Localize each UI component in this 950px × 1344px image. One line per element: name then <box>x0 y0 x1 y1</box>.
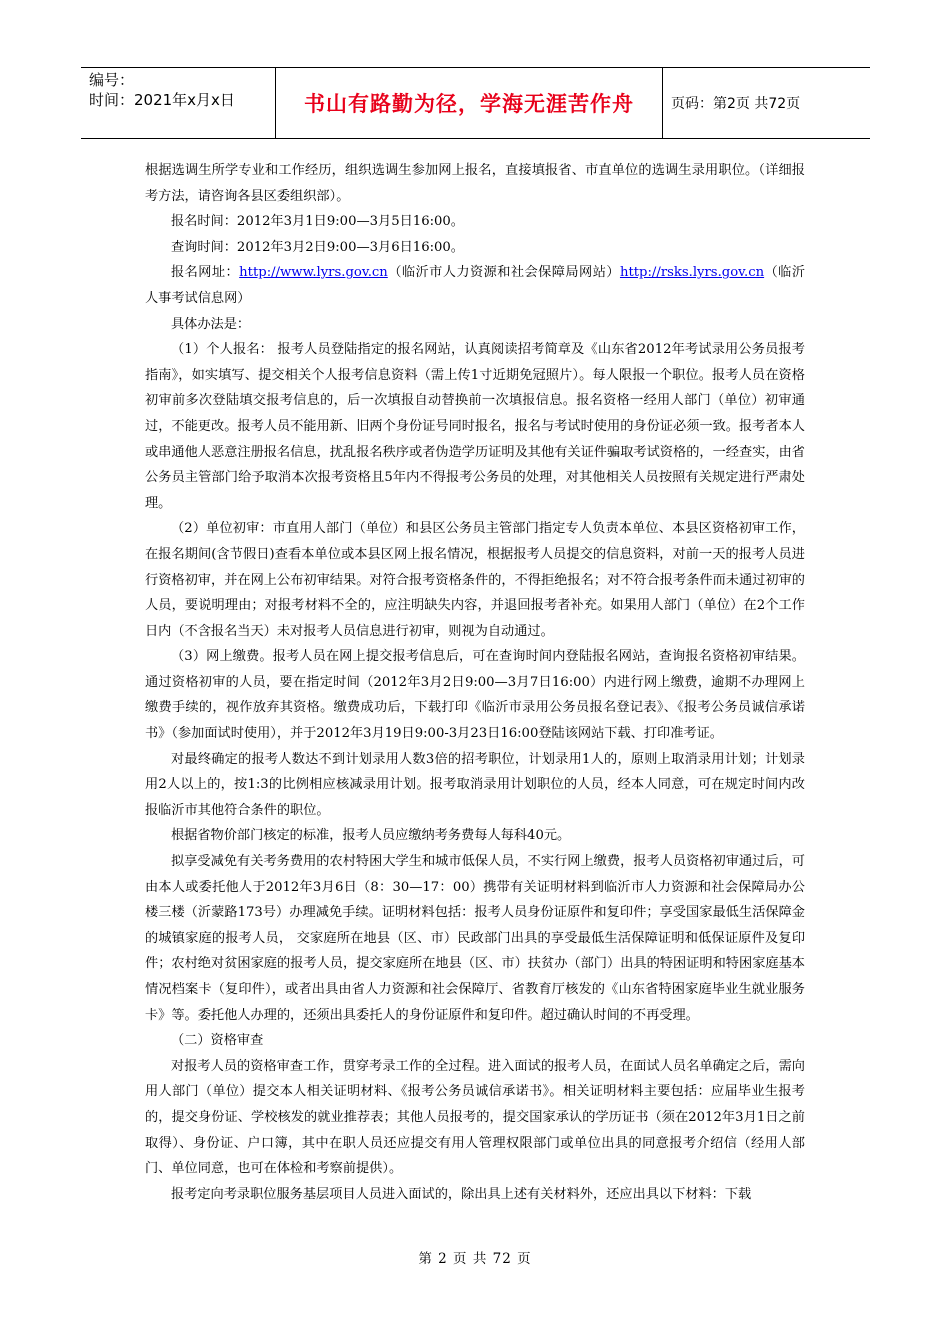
paragraph: 报考定向考录职位服务基层项目人员进入面试的，除出具上述有关材料外，还应出具以下材料：下载 <box>171 1186 752 1202</box>
signup-url-prefix: 报名网址： <box>171 265 240 281</box>
document-body <box>145 158 805 1207</box>
paragraph: （2）单位初审：市直用人部门（单位）和县区公务员主管部门指定专人负责本单位、本县区资格初审工作，在报名期间(含节假日)查看本单位或本县区网上报名情况，根据报考人员提交的信息资料，对前一天的报考人员进行资格初审，并在网上公布初审结果。对符合报考资格条件的，不得拒绝报名；对不符合报考条件而未通过初审的人员，要说明理由；对报考材料不全的，应注明缺失内容，并退回报考者补充。如果用人部门（单位）在2个工作日内（不含报名当天）未对报考人员信息进行初审，则视为自动通过。 <box>145 521 805 639</box>
paragraph-signup-time: 报名时间：2012年3月1日9:00—3月5日16:00。 <box>171 214 464 230</box>
paragraph: 对最终确定的报考人数达不到计划录用人数3倍的招考职位，计划录用1人的，原则上取消录用计划；计划录用2人以上的，按1:3的比例相应核减录用计划。报考取消录用计划职位的人员，经本人同意，可在规定时间内改报临沂市其他符合条件的职位。 <box>145 751 805 818</box>
document-date: 时间：2021年x月x日 <box>89 91 235 109</box>
paragraph: （3）网上缴费。报考人员在网上提交报考信息后，可在查询时间内登陆报名网站，查询报名资格初审结果。通过资格初审的人员，要在指定时间（2012年3月2日9:00—3月7日16:00）内进行网上缴费，逾期不办理网上缴费手续的，视作放弃其资格。缴费成功后，下载打印《临沂市录用公务员报名登记表》、《报考公务员诚信承诺书》（参加面试时使用），并于2012年3月19日9:00-3月23日16:00登陆该网站下载、打印准考证。 <box>145 649 805 742</box>
page-footer: 第 2 页 共 72 页 <box>418 1251 532 1267</box>
paragraph: 对报考人员的资格审查工作，贯穿考录工作的全过程。进入面试的报考人员，在面试人员名单确定之后，需向用人部门（单位）提交本人相关证明材料、《报考公务员诚信承诺书》。相关证明材料主要包括：应届毕业生报考的，提交身份证、学校核发的就业推荐表；其他人员报考的，提交国家承认的学历证书（须在2012年3月1日之前取得）、身份证、户口簿，其中在职人员还应提交有用人管理权限部门或单位出具的同意报考介绍信（经用人部门、单位同意，也可在体检和考察前提供）。 <box>145 1058 805 1177</box>
page-header <box>81 67 870 139</box>
paragraph: 根据选调生所学专业和工作经历，组织选调生参加网上报名，直接填报省、市直单位的选调生录用职位。（详细报考方法，请咨询各县区委组织部）。 <box>145 163 805 204</box>
paragraph: （1）个人报名： 报考人员登陆指定的报名网站，认真阅读招考简章及《山东省2012年考试录用公务员报考指南》，如实填写、提交相关个人报考信息资料（需上传1寸近期免冠照片）。每人限报一个职位。报考人员在资格初审前多次登陆填交报考信息的，后一次填报自动替换前一次填报信息。报名资格一经用人部门（单位）初审通过，不能更改。报考人员不能用新、旧两个身份证号同时报名，报名与考试时使用的身份证必须一致。报考者本人或串通他人恶意注册报名信息，扰乱报名秩序或者伪造学历证明及其他有关证件骗取考试资格的，一经查实，由省公务员主管部门给予取消本次报考资格且5年内不得报考公务员的处理，对其他相关人员按照有关规定进行严肃处理。 <box>145 342 805 511</box>
signup-url-desc-2: （临沂人事考试信息网） <box>145 265 806 306</box>
section-heading: （二）资格审查 <box>171 1033 264 1049</box>
paragraph-signup-url <box>145 260 805 311</box>
paragraph: 具体办法是： <box>171 316 251 332</box>
header-motto: 书山有路勤为径，学海无涯苦作舟 <box>276 68 663 138</box>
link-lyrs[interactable]: http://www.lyrs.gov.cn <box>239 265 388 281</box>
document-number-label: 编号： <box>89 71 135 89</box>
link-rsks[interactable]: http://rsks.lyrs.gov.cn <box>619 265 765 281</box>
paragraph: 拟享受减免有关考务费用的农村特困大学生和城市低保人员，不实行网上缴费，报考人员资格初审通过后，可由本人或委托他人于2012年3月6日（8：30—17：00）携带有关证明材料到临沂市人力资源和社会保障局办公楼三楼（沂蒙路173号）办理减免手续。证明材料包括：报考人员身份证原件和复印件；享受国家最低生活保障金的城镇家庭的报考人员， 交家庭所在地县（区、市）民政部门出具的享受最低生活保障证明和低保证原件及复印件；农村绝对贫困家庭的报考人员，提交家庭所在地县（区、市）扶贫办（部门）出具的特困证明和特困家庭基本情况档案卡（复印件），或者出具由省人力资源和社会保障厅、省教育厅核发的《山东省特困家庭毕业生就业服务卡》等。委托他人办理的，还须出具委托人的身份证原件和复印件。超过确认时间的不再受理。 <box>145 854 805 1023</box>
header-page-info: 页码：第2页 共72页 <box>671 96 801 112</box>
header-meta <box>81 68 276 138</box>
signup-url-desc-1: （临沂市人力资源和社会保障局网站） <box>387 265 620 281</box>
paragraph-query-time: 查询时间：2012年3月2日9:00—3月6日16:00。 <box>171 239 464 255</box>
paragraph: 根据省物价部门核定的标准，报考人员应缴纳考务费每人每科40元。 <box>171 828 571 844</box>
